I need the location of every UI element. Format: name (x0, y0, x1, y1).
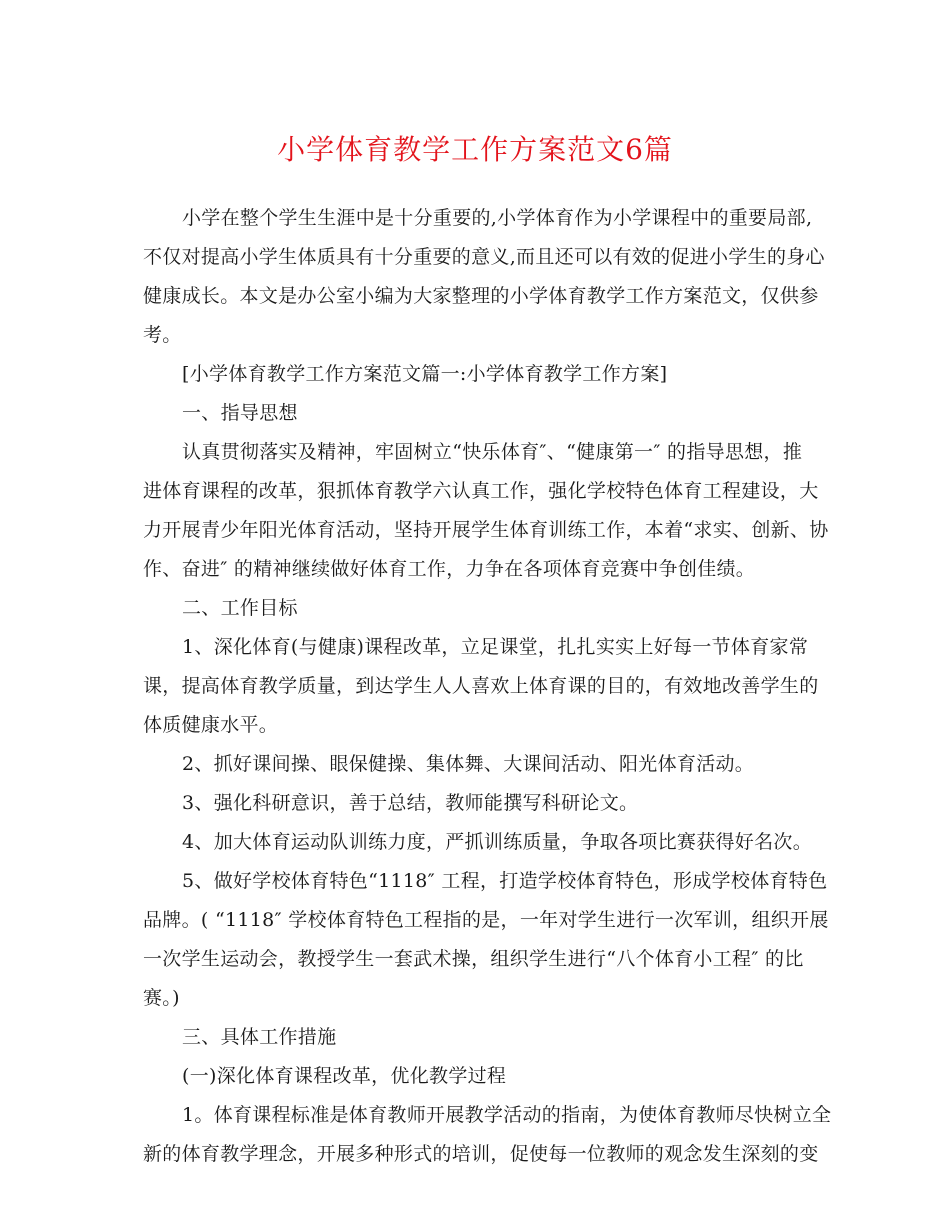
paragraph-line: 作、奋进″ 的精神继续做好体育工作，力争在各项体育竞赛中争创佳绩。 (143, 558, 756, 580)
paragraph-line: 赛。) (143, 987, 180, 1009)
paragraph-line: 品牌。( “1118″ 学校体育特色工程指的是，一年对学生进行一次军训，组织开展 (143, 909, 829, 931)
paragraph-line: 二、工作目标 (182, 597, 298, 619)
paragraph-line: 不仅对提高小学生体质具有十分重要的意义,而且还可以有效的促进小学生的身心 (143, 246, 825, 268)
paragraph-line: 体质健康水平。 (143, 714, 279, 736)
paragraph-line: 2、抓好课间操、眼保健操、集体舞、大课间活动、阳光体育活动。 (182, 753, 755, 775)
paragraph-line: 5、做好学校体育特色“1118″ 工程，打造学校体育特色，形成学校体育特色 (182, 870, 828, 892)
paragraph-line: 健康成长。本文是办公室小编为大家整理的小学体育教学工作方案范文，仅供参 (143, 285, 819, 307)
paragraph-line: 一、指导思想 (182, 402, 298, 424)
paragraph-line: 认真贯彻落实及精神，牢固树立“快乐体育″、“健康第一″ 的指导思想，推 (182, 441, 803, 463)
paragraph-line: 新的体育教学理念，开展多种形式的培训，促使每一位教师的观念发生深刻的变 (143, 1143, 819, 1165)
paragraph-line: 小学在整个学生生涯中是十分重要的,小学体育作为小学课程中的重要局部, (182, 207, 813, 229)
paragraph-line: 课，提高体育教学质量，到达学生人人喜欢上体育课的目的，有效地改善学生的 (143, 675, 819, 697)
paragraph-line: 进体育课程的改革，狠抓体育教学六认真工作，强化学校特色体育工程建设，大 (143, 480, 819, 502)
paragraph-line: 三、具体工作措施 (182, 1026, 337, 1048)
paragraph-line: 4、加大体育运动队训练力度，严抓训练质量，争取各项比赛获得好名次。 (182, 831, 812, 853)
paragraph-line: 力开展青少年阳光体育活动，坚持开展学生体育训练工作，本着“求实、创新、协 (143, 519, 829, 541)
paragraph-line: 1。体育课程标准是体育教师开展教学活动的指南，为使体育教师尽快树立全 (182, 1104, 832, 1126)
paragraph-line: (一)深化体育课程改革，优化教学过程 (182, 1065, 507, 1087)
paragraph-line: 一次学生运动会，教授学生一套武术操，组织学生进行“八个体育小工程″ 的比 (143, 948, 804, 970)
paragraph-line: 3、强化科研意识，善于总结，教师能撰写科研论文。 (182, 792, 639, 814)
paragraph-line: 考。 (143, 324, 182, 346)
paragraph-line: [小学体育教学工作方案范文篇一:小学体育教学工作方案] (182, 363, 668, 385)
paragraph-line: 1、深化体育(与健康)课程改革，立足课堂，扎扎实实上好每一节体育家常 (182, 636, 809, 658)
document-title: 小学体育教学工作方案范文6篇 (277, 133, 673, 166)
